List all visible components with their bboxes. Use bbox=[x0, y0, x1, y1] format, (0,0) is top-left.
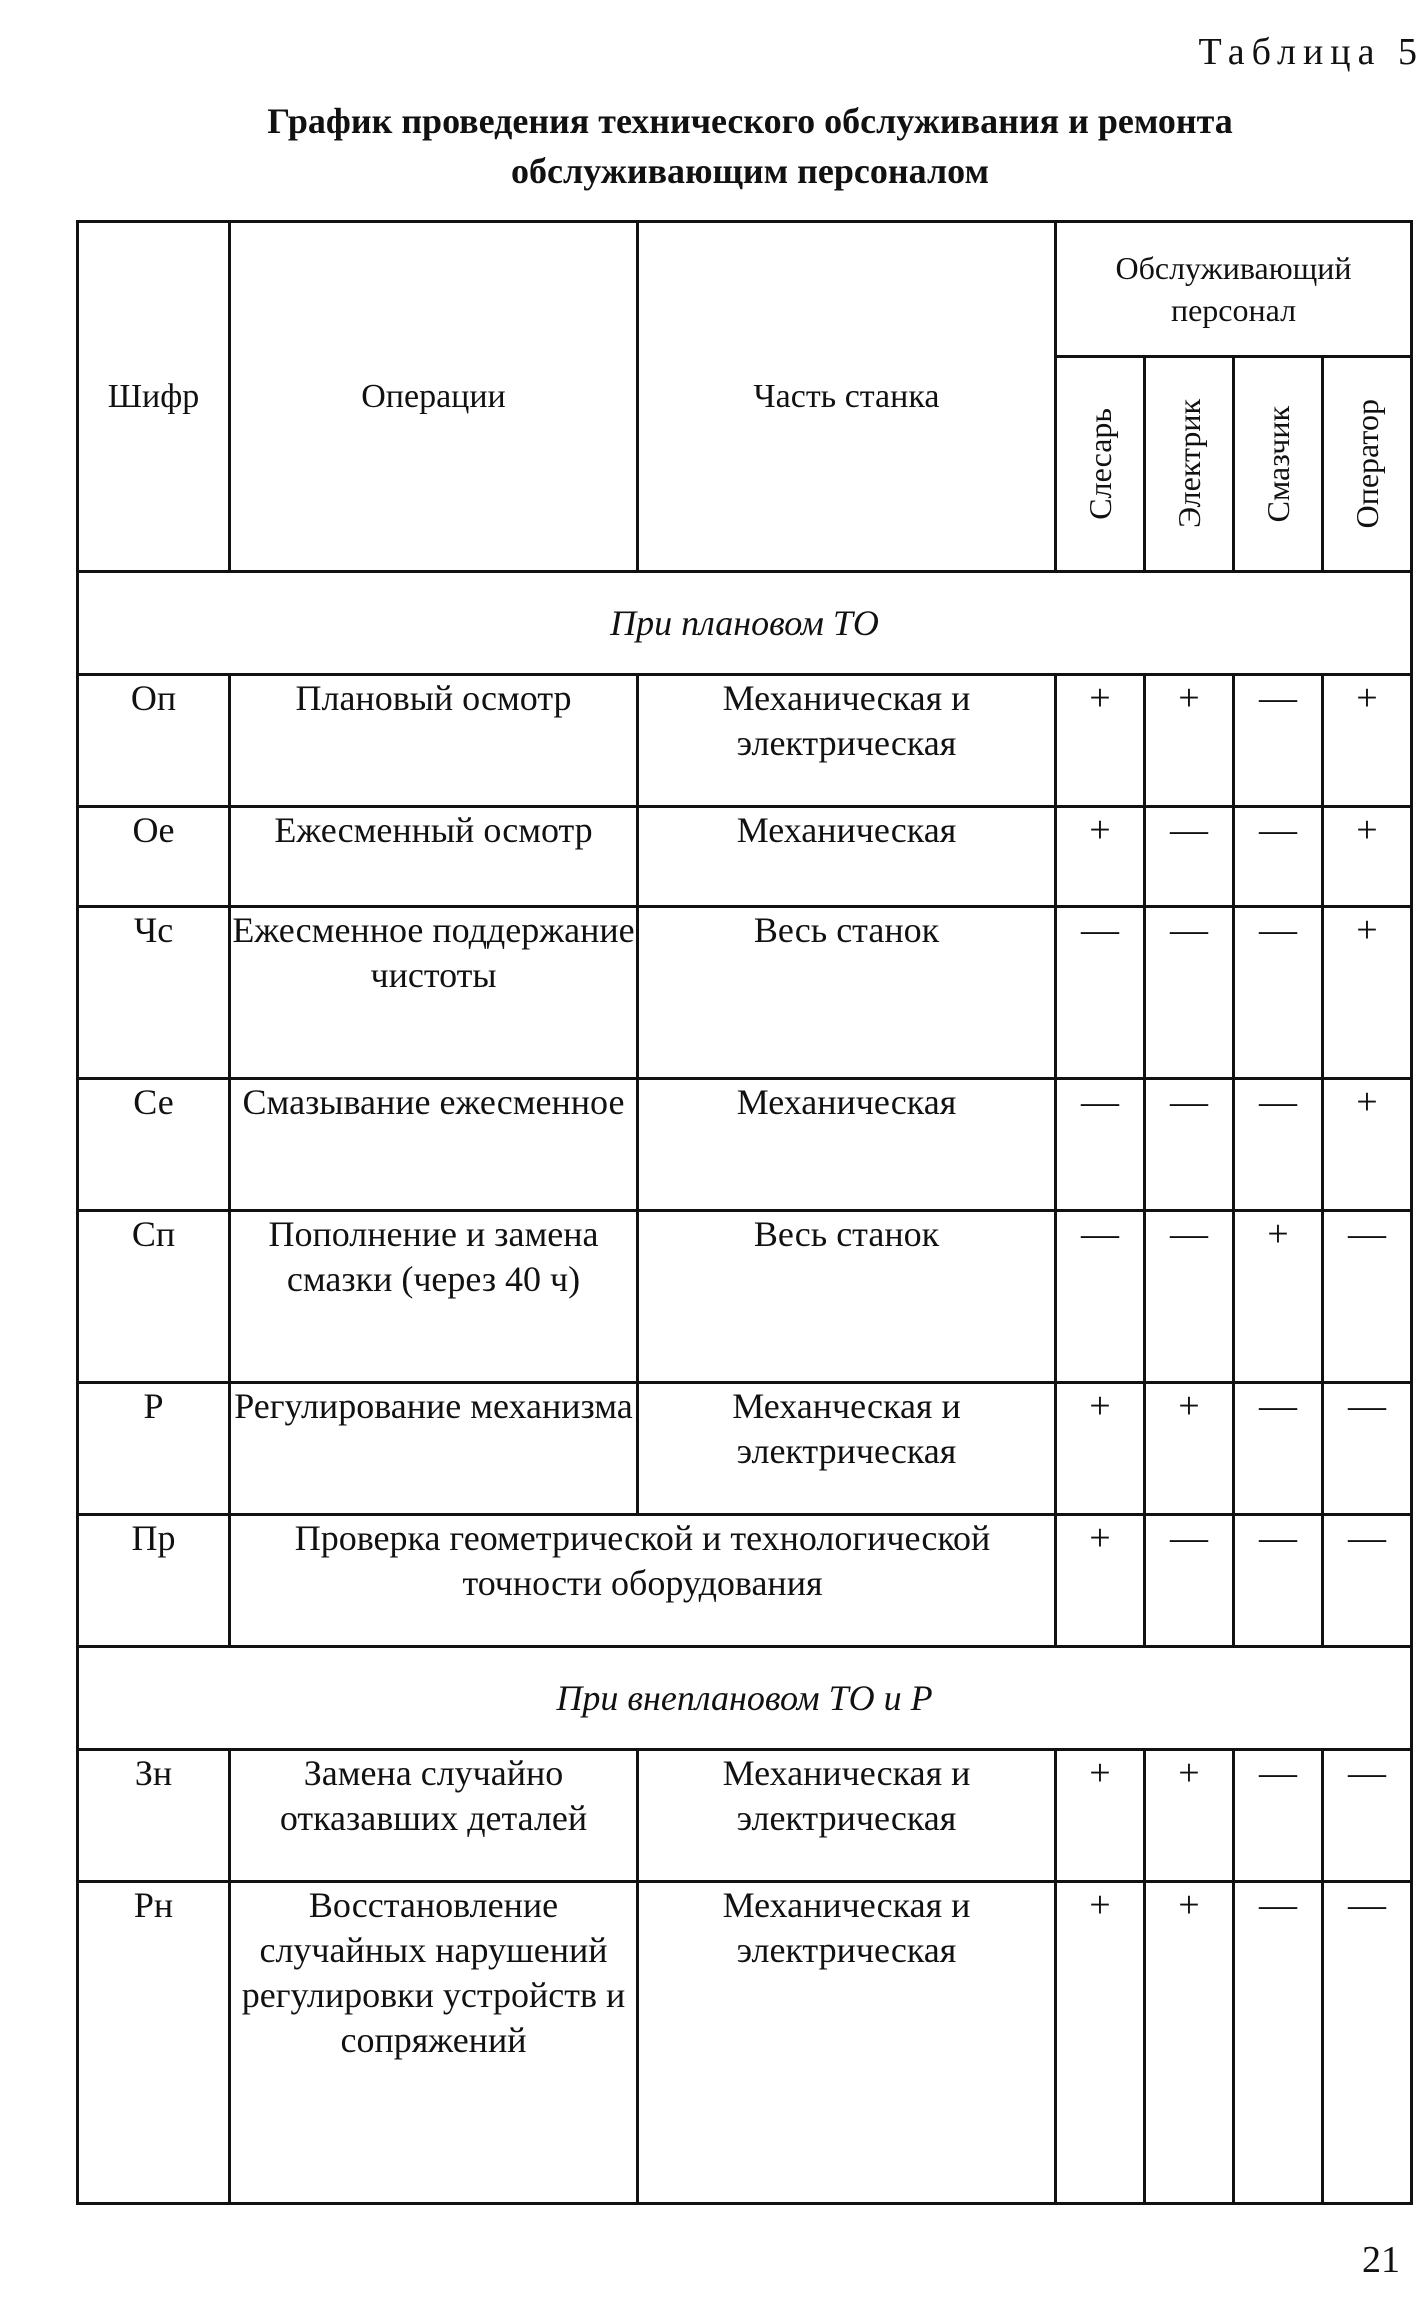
cell-mark-locksmith: + bbox=[1056, 675, 1145, 807]
header-role-locksmith-label: Слесарь bbox=[1081, 408, 1118, 520]
cell-operation: Проверка геометрической и технологической точности оборудования bbox=[230, 1515, 1056, 1647]
section-title-planned: При плановом ТО bbox=[78, 572, 1412, 675]
cell-mark-lubricator: — bbox=[1234, 1515, 1323, 1647]
header-role-operator-label: Оператор bbox=[1348, 399, 1385, 529]
cell-mark-locksmith: — bbox=[1056, 1079, 1145, 1211]
cell-mark-locksmith: — bbox=[1056, 907, 1145, 1079]
cell-mark-lubricator: — bbox=[1234, 675, 1323, 807]
cell-mark-locksmith: + bbox=[1056, 807, 1145, 907]
cell-mark-locksmith: + bbox=[1056, 1515, 1145, 1647]
cell-part: Механическая и электрическая bbox=[638, 675, 1056, 807]
header-operations: Операции bbox=[230, 222, 638, 572]
cell-mark-operator: — bbox=[1323, 1750, 1412, 1882]
table-row bbox=[78, 1515, 1412, 1647]
table-title-line-1: График проведения технического обслуживания и ремонта bbox=[267, 101, 1233, 141]
cell-mark-operator: + bbox=[1323, 807, 1412, 907]
cell-code: Пр bbox=[78, 1515, 230, 1647]
table-title-line-2: обслуживающим персоналом bbox=[511, 151, 989, 191]
cell-mark-electrician: — bbox=[1145, 1079, 1234, 1211]
cell-mark-electrician: — bbox=[1145, 1211, 1234, 1383]
cell-mark-lubricator: — bbox=[1234, 1750, 1323, 1882]
table-row bbox=[78, 1211, 1412, 1383]
cell-mark-operator: — bbox=[1323, 1515, 1412, 1647]
cell-mark-operator: + bbox=[1323, 675, 1412, 807]
cell-operation: Замена случайно отказавших деталей bbox=[230, 1750, 638, 1882]
section-row-planned bbox=[78, 572, 1412, 675]
cell-mark-locksmith: — bbox=[1056, 1211, 1145, 1383]
cell-part: Механическая bbox=[638, 807, 1056, 907]
cell-mark-operator: — bbox=[1323, 1383, 1412, 1515]
cell-mark-electrician: + bbox=[1145, 1750, 1234, 1882]
table-row bbox=[78, 1383, 1412, 1515]
header-role-electrician-label: Электрик bbox=[1170, 399, 1207, 529]
table-title bbox=[120, 96, 1380, 196]
table-row bbox=[78, 1079, 1412, 1211]
cell-mark-locksmith: + bbox=[1056, 1882, 1145, 2204]
cell-code: Р bbox=[78, 1383, 230, 1515]
cell-operation: Плановый осмотр bbox=[230, 675, 638, 807]
section-row-unplanned bbox=[78, 1647, 1412, 1750]
cell-operation: Ежесменное поддержание чистоты bbox=[230, 907, 638, 1079]
cell-mark-lubricator: + bbox=[1234, 1211, 1323, 1383]
cell-code: Зн bbox=[78, 1750, 230, 1882]
cell-operation: Регулирование механизма bbox=[230, 1383, 638, 1515]
header-role-electrician bbox=[1145, 357, 1234, 572]
maintenance-schedule-table bbox=[76, 220, 1413, 2205]
cell-mark-operator: — bbox=[1323, 1882, 1412, 2204]
section-title-unplanned: При внеплановом ТО и Р bbox=[78, 1647, 1412, 1750]
header-staff: Обслуживающий персонал bbox=[1056, 222, 1412, 357]
header-role-lubricator-label: Смазчик bbox=[1259, 405, 1296, 523]
cell-mark-electrician: + bbox=[1145, 1882, 1234, 2204]
cell-mark-operator: + bbox=[1323, 1079, 1412, 1211]
cell-code: Рн bbox=[78, 1882, 230, 2204]
cell-operation: Восстановление случайных нарушений регулировки устройств и сопряжений bbox=[230, 1882, 638, 2204]
cell-mark-electrician: — bbox=[1145, 807, 1234, 907]
cell-mark-electrician: + bbox=[1145, 675, 1234, 807]
cell-mark-locksmith: + bbox=[1056, 1750, 1145, 1882]
cell-operation: Ежесменный осмотр bbox=[230, 807, 638, 907]
cell-mark-locksmith: + bbox=[1056, 1383, 1145, 1515]
cell-part: Механическая и электрическая bbox=[638, 1882, 1056, 2204]
cell-operation: Пополнение и замена смазки (через 40 ч) bbox=[230, 1211, 638, 1383]
cell-code: Ое bbox=[78, 807, 230, 907]
cell-part: Механическая и электрическая bbox=[638, 1750, 1056, 1882]
cell-mark-lubricator: — bbox=[1234, 1383, 1323, 1515]
cell-part: Механческая и электрическая bbox=[638, 1383, 1056, 1515]
table-row bbox=[78, 675, 1412, 807]
cell-code: Чс bbox=[78, 907, 230, 1079]
cell-mark-lubricator: — bbox=[1234, 907, 1323, 1079]
cell-mark-electrician: — bbox=[1145, 1515, 1234, 1647]
cell-code: Оп bbox=[78, 675, 230, 807]
header-role-locksmith bbox=[1056, 357, 1145, 572]
cell-mark-lubricator: — bbox=[1234, 1882, 1323, 2204]
cell-mark-electrician: + bbox=[1145, 1383, 1234, 1515]
page-number: 21 bbox=[1362, 2239, 1400, 2281]
cell-operation: Смазывание ежесменное bbox=[230, 1079, 638, 1211]
cell-mark-operator: — bbox=[1323, 1211, 1412, 1383]
cell-mark-operator: + bbox=[1323, 907, 1412, 1079]
cell-mark-electrician: — bbox=[1145, 907, 1234, 1079]
cell-code: Се bbox=[78, 1079, 230, 1211]
header-role-operator bbox=[1323, 357, 1412, 572]
table-label: Таблица 5 bbox=[1198, 31, 1424, 73]
cell-part: Механическая bbox=[638, 1079, 1056, 1211]
table-row bbox=[78, 1882, 1412, 2204]
header-code: Шифр bbox=[78, 222, 230, 572]
table-row bbox=[78, 907, 1412, 1079]
cell-mark-lubricator: — bbox=[1234, 807, 1323, 907]
table-row bbox=[78, 807, 1412, 907]
cell-mark-lubricator: — bbox=[1234, 1079, 1323, 1211]
header-machine-part: Часть станка bbox=[638, 222, 1056, 572]
header-role-lubricator bbox=[1234, 357, 1323, 572]
cell-code: Сп bbox=[78, 1211, 230, 1383]
cell-part: Весь станок bbox=[638, 1211, 1056, 1383]
table-row bbox=[78, 1750, 1412, 1882]
cell-part: Весь станок bbox=[638, 907, 1056, 1079]
header-row-1 bbox=[78, 222, 1412, 357]
